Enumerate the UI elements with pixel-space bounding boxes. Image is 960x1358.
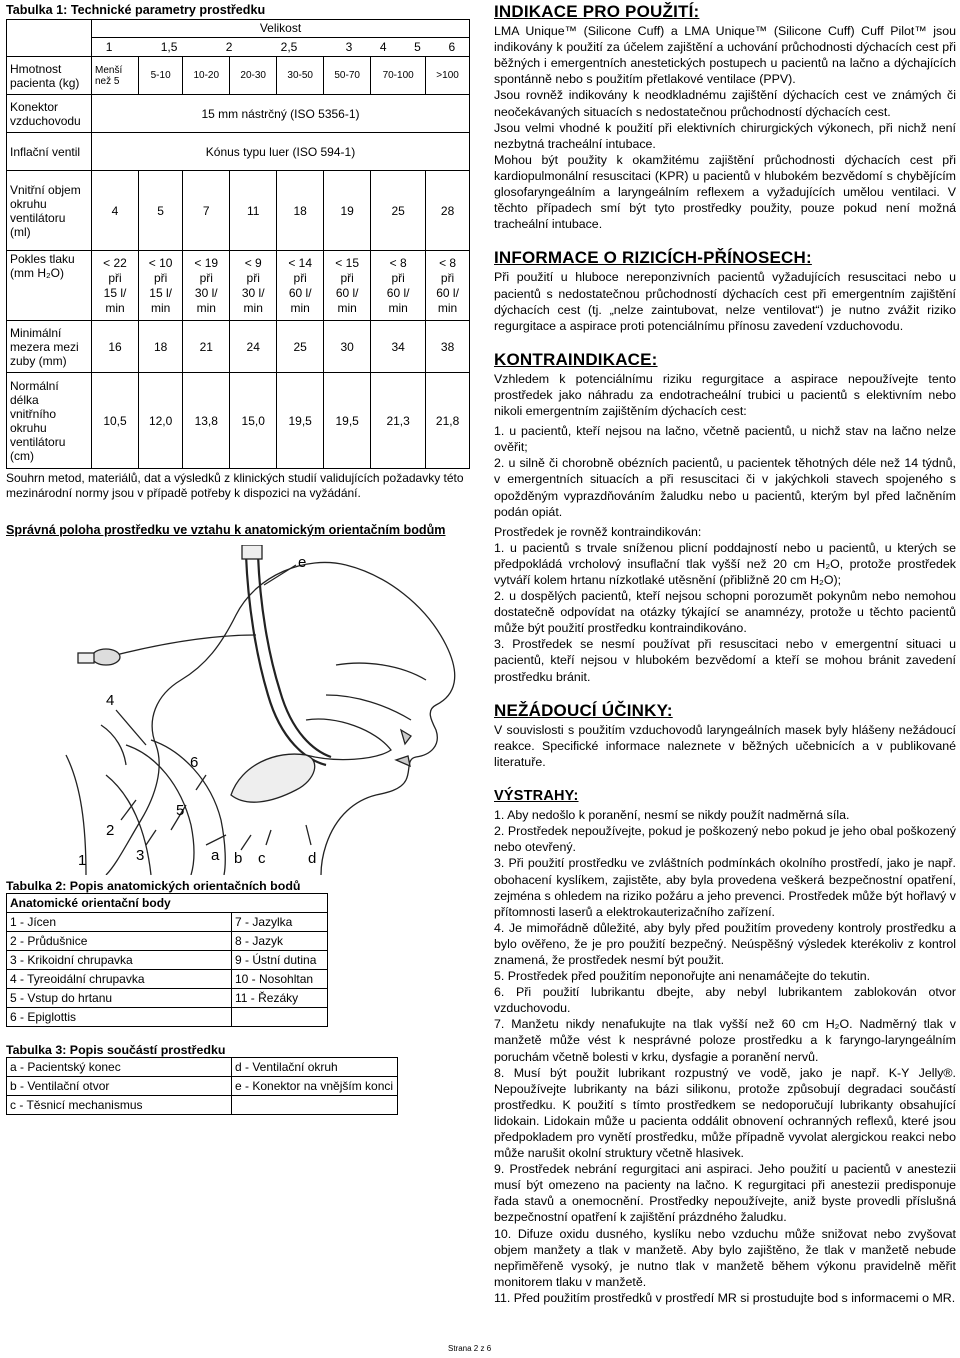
volume-cell: 5	[139, 171, 183, 251]
figure-title: Správná poloha prostředku ve vztahu k anatomickým orientačním bodům	[6, 523, 446, 537]
vystraha-item: 7. Manžetu nikdy nenafukujte na tlak vyšší než 60 cm H₂O. Nadměrný tlak v manžetě může vést k nesprávné poloze prostředku a k faryngo-laryngeálním poruchám včetně bolesti v krku, dysfagie a poranění nervů.	[494, 1017, 956, 1064]
size-cell: 2,5	[280, 40, 298, 54]
component-cell: d - Ventilační okruh	[232, 1058, 398, 1077]
size-cell: 4	[379, 40, 387, 54]
indikace-paragraph: LMA Unique™ (Silicone Cuff) a LMA Unique™ (Silicone Cuff) Cuff Pilot™ jsou indikovány k použití za účelem zajištění a uchování průchodnosti dýchacích cest při běžných i emergentních anestetických postupech u pacientů na lačno a dýchajících spontánně nebo s použitím přetlakové ventilace (PPV).	[494, 24, 956, 87]
landmark-cell: 9 - Ústní dutina	[232, 951, 328, 970]
volume-cell: 19	[324, 171, 371, 251]
weight-cell: 50-70	[324, 57, 371, 95]
kontraindikace-item: 1. u pacientů s trvale sníženou plicní poddajností nebo u pacientů, u kterých se předpokládá vrcholový insuflační tlak vyšší než 20 cm H₂O, protože prostředek vytváří kolem hrtanu nízkotlaké utěsnění (přibližně 20 cm H₂O);	[494, 540, 956, 587]
pressure-cell: < 19 při 30 l/ min	[183, 251, 230, 321]
gap-cell: 34	[371, 321, 426, 373]
length-cell: 10,5	[92, 373, 139, 469]
length-cell: 21,8	[426, 373, 470, 469]
gap-cell: 21	[183, 321, 230, 373]
kontraindikace-also: Prostředek je rovněž kontraindikován:	[494, 524, 702, 539]
inflation-value: Kónus typu luer (ISO 594-1)	[92, 133, 470, 171]
landmark-cell: 7 - Jazylka	[232, 913, 328, 932]
pressure-cell: < 8 při 60 l/ min	[371, 251, 426, 321]
left-column	[6, 2, 476, 1115]
figure-label-e: e	[298, 554, 307, 571]
weight-cell: 30-50	[277, 57, 324, 95]
component-cell	[232, 1096, 398, 1115]
volume-cell: 25	[371, 171, 426, 251]
anatomy-figure	[6, 545, 476, 875]
landmark-cell: 1 - Jícen	[7, 913, 232, 932]
component-cell: c - Těsnicí mechanismus	[7, 1096, 232, 1115]
vystraha-item: 10. Difuze oxidu dusného, kyslíku nebo vzduchu může snižovat nebo zvyšovat objem manžety a tlak v manžetě. Aby bylo zajištěno, že tlak v manžetě nebude nepřiměřeně vysoký, je nutno tlak v manžetě během výkonu pravidelně měřit monitorem tlaku v manžetě.	[494, 1226, 956, 1289]
kontraindikace-item: 2. u dospělých pacientů, kteří nejsou schopni porozumět pokynům nebo nemohou dostatečně odpovídat na otázky týkající se anamnézy, protože u těchto pacientů může být použití prostředku kontraindikováno.	[494, 589, 956, 636]
vystraha-item: 4. Je mimořádně důležité, aby byly před použitím provedeny kontroly prostředku a bylo ověřeno, že je pro použití bezpečný. Neúspěšný výsledek kterékoliv z kontrol znamená, že prostředek nesmí být použit.	[494, 920, 956, 967]
vystraha-item: 11. Před použitím prostředků v prostředí MR si prostudujte bod s informacemi o MR.	[494, 1290, 956, 1305]
vystraha-item: 1. Aby nedošlo k poranění, nesmí se nikdy použít nadměrná síla.	[494, 808, 850, 823]
weight-cell: 10-20	[183, 57, 230, 95]
figure-label-4: 4	[106, 692, 115, 709]
kontraindikace-heading: KONTRAINDIKACE:	[494, 349, 658, 369]
size-cell: 1	[105, 40, 113, 54]
row-label-weight: Hmotnost pacienta (kg)	[7, 57, 92, 95]
indikace-paragraph: Mohou být použity k okamžitému zajištění průchodnosti dýchacích cest při kardiopulmonální resuscitaci (KPR) u pacientů v hlubokém bezvědomí s chybějícím glosofaryngeálním a laryngeálním reflexem a vyžadujících umělou ventilaci. V těchto případech smí být tyto prostředky použity, pouze pokud není možná tracheální intubace.	[494, 152, 956, 232]
pressure-cell: < 10 při 15 l/ min	[139, 251, 183, 321]
size-cell: 1,5	[160, 40, 178, 54]
figure-label-1: 1	[78, 852, 87, 869]
volume-cell: 11	[230, 171, 277, 251]
table3-caption: Tabulka 3: Popis součástí prostředku	[6, 1043, 226, 1057]
rizika-paragraph: Při použití u hluboce nereponzivních pacientů vyžadujících resuscitaci nebo u pacientů s nedostatečnou průchodností dýchacích cest při emergentním zajištění dýchacích cest (tj. „nelze zaintubovat, nelze ventilovat“) je nutno zvážit riziko regurgitace a aspirace proti potenciálnímu přínosu zavedení vzduchovodu.	[494, 270, 956, 333]
landmark-cell: 3 - Krikoidní chrupavka	[7, 951, 232, 970]
row-label-volume: Vnitřní objem okruhu ventilátoru (ml)	[7, 171, 92, 251]
volume-cell: 4	[92, 171, 139, 251]
landmark-cell: 5 - Vstup do hrtanu	[7, 989, 232, 1008]
landmark-cell: 2 - Průdušnice	[7, 932, 232, 951]
row-label-gap: Minimální mezera mezi zuby (mm)	[7, 321, 92, 373]
vystraha-item: 9. Prostředek nebrání regurgitaci ani aspiraci. Jeho použití u pacientů v anestezii musí být omezeno na pacienty na lačno. K regurgitaci při anestezii predisponuje řada stavů a onemocnění. Prostředky nepoužívejte, aniž byste provedli příslušná bezpečnostní opatření k zajištění prázdného žaludku.	[494, 1162, 956, 1225]
gap-cell: 38	[426, 321, 470, 373]
landmark-cell	[232, 1008, 328, 1027]
right-column	[494, 4, 956, 1306]
gap-cell: 16	[92, 321, 139, 373]
length-cell: 19,5	[324, 373, 371, 469]
gap-cell: 30	[324, 321, 371, 373]
device-components-table	[6, 1057, 398, 1115]
figure-label-6: 6	[190, 754, 199, 771]
length-cell: 15,0	[230, 373, 277, 469]
figure-label-d: d	[308, 850, 317, 867]
pressure-cell: < 22 při 15 l/ min	[92, 251, 139, 321]
gap-cell: 18	[139, 321, 183, 373]
size-cell: 5	[414, 40, 421, 54]
figure-label-5: 5	[176, 802, 185, 819]
anatomy-landmarks-table	[6, 893, 328, 1027]
volume-cell: 28	[426, 171, 470, 251]
gap-cell: 25	[277, 321, 324, 373]
pressure-cell: < 14 při 60 l/ min	[277, 251, 324, 321]
length-cell: 19,5	[277, 373, 324, 469]
pressure-cell: < 15 při 60 l/ min	[324, 251, 371, 321]
vystrahy-heading: VÝSTRAHY:	[494, 788, 579, 805]
volume-cell: 18	[277, 171, 324, 251]
length-cell: 12,0	[139, 373, 183, 469]
nezadouci-paragraph: V souvislosti s použitím vzduchovodů laryngeálních masek byly hlášeny nežádoucí reakce. Specifické informace naleznete v běžných učebnicích a v publikované literatuře.	[494, 722, 956, 769]
size-cell: 3	[345, 40, 353, 54]
landmark-cell: 4 - Tyreoidální chrupavka	[7, 970, 232, 989]
length-cell: 13,8	[183, 373, 230, 469]
figure-label-a: a	[211, 847, 220, 864]
row-label-inflation: Inflační ventil	[7, 133, 92, 171]
row-label-length: Normální délka vnitřního okruhu ventilátoru (cm)	[7, 373, 92, 469]
kontraindikace-intro: Vzhledem k potenciálnímu riziku regurgitace a aspirace nepoužívejte tento prostředek jako náhradu za endotracheální trubici u pacientů s elektivním nebo nikoli emergentním zajištěním dýchacích cest:	[494, 371, 956, 419]
table1-caption: Tabulka 1: Technické parametry prostředku	[6, 3, 266, 17]
weight-cell: 70-100	[371, 57, 426, 95]
length-cell: 21,3	[371, 373, 426, 469]
kontraindikace-item: 3. Prostředek se nesmí používat při resuscitaci nebo v emergentní situaci u pacientů, kteří nejsou v hlubokém bezvědomí a kteří se mohou bránit zavedení prostředku bránit.	[494, 637, 956, 684]
table2-header: Anatomické orientační body	[7, 894, 328, 913]
weight-cell: Menší než 5	[92, 57, 139, 95]
volume-cell: 7	[183, 171, 230, 251]
indikace-paragraph: Jsou rovněž indikovány k neodkladnému zajištění dýchacích cest ve známých či neočekávaných situacích s nedostatečnou průchodností dýchacích cest.	[494, 88, 956, 119]
weight-cell: >100	[426, 57, 470, 95]
vystraha-item: 8. Musí být použit lubrikant rozpustný ve vodě, jako je např. K-Y Jelly®. Nepoužívejte lubrikanty na bázi silikonu, protože způsobují degradaci součástí prostředku. K použití s tímto prostředkem se nedoporučují lubrikanty obsahující lidokain. Lidokain může u pacienta oddálit obnovení ochranných reflexů, které jsou předpokladem pro vynětí prostředku, může případně vyvolat alergickou reakci nebo může narušit okolní struktury včetně hlasivek.	[494, 1065, 956, 1161]
indikace-paragraph: Jsou velmi vhodné k použití při elektivních chirurgických výkonech, při nichž není nezbytná tracheální intubace.	[494, 120, 956, 151]
rizika-heading: INFORMACE O RIZICÍCH-PŘÍNOSECH:	[494, 248, 812, 268]
technical-parameters-table	[6, 19, 470, 469]
landmark-cell: 11 - Řezáky	[232, 989, 328, 1008]
table1-summary: Souhrn metod, materiálů, dat a výsledků z klinických studií validujících požadavky této mezinárodní normy jsou v případě potřeby k dispozici na vyžádání.	[6, 471, 464, 500]
page-number: Strana 2 z 6	[448, 1344, 492, 1353]
gap-cell: 24	[230, 321, 277, 373]
size-cell: 6	[448, 40, 456, 54]
vystraha-item: 6. Při použití lubrikantu dbejte, aby nebyl lubrikantem zablokován otvor vzduchovodu.	[494, 985, 956, 1016]
size-header: Velikost	[92, 20, 469, 38]
figure-label-2: 2	[106, 822, 115, 839]
landmark-cell: 10 - Nosohltan	[232, 970, 328, 989]
table2-caption: Tabulka 2: Popis anatomických orientačních bodů	[6, 879, 301, 893]
figure-label-3: 3	[136, 847, 145, 864]
component-cell: b - Ventilační otvor	[7, 1077, 232, 1096]
vystraha-item: 3. Při použití prostředku ve zvláštních podmínkách okolního prostředí, jako je např. obohacení kyslíkem, zajistěte, aby byla provedena veškerá bezpečnostní opatření, zejména s ohledem na riziko požáru a jeho prevenci. Prostředek může být hořlavý v přítomnosti laserů a elektrokauterizačního zařízení.	[494, 856, 956, 919]
pressure-cell: < 8 při 60 l/ min	[426, 251, 470, 321]
kontraindikace-item: 1. u pacientů, kteří nejsou na lačno, včetně pacientů, u nichž stav na lačno nelze ověřit;	[494, 424, 956, 455]
nezadouci-heading: NEŽÁDOUCÍ ÚČINKY:	[494, 700, 673, 720]
size-cell: 2	[225, 40, 233, 54]
pressure-cell: < 9 při 30 l/ min	[230, 251, 277, 321]
anatomy-illustration	[6, 545, 476, 875]
row-label-pressure: Pokles tlaku (mm H₂O)	[7, 251, 92, 321]
landmark-cell: 8 - Jazyk	[232, 932, 328, 951]
connector-value: 15 mm nástrčný (ISO 5356-1)	[92, 95, 470, 133]
weight-cell: 20-30	[230, 57, 277, 95]
figure-label-b: b	[234, 850, 243, 867]
figure-label-c: c	[258, 850, 266, 867]
component-cell: a - Pacientský konec	[7, 1058, 232, 1077]
vystraha-item: 5. Prostředek před použitím neponořujte ani nenamáčejte do tekutin.	[494, 969, 871, 984]
kontraindikace-item: 2. u silně či chorobně obézních pacientů, u pacientek těhotných déle než 14 týdnů, v emergentních situacích a při resuscitaci či v jakýchkoli stavech spojeného s opožděným vyprazdňováním žaludku nebo u pacientů, kterým byl před lačněním podán opiát.	[494, 456, 956, 519]
row-label-connector: Konektor vzduchovodu	[7, 95, 92, 133]
weight-cell: 5-10	[139, 57, 183, 95]
indikace-heading: INDIKACE PRO POUŽITÍ:	[494, 2, 700, 21]
component-cell: e - Konektor na vnějším konci	[232, 1077, 398, 1096]
landmark-cell: 6 - Epiglottis	[7, 1008, 232, 1027]
vystraha-item: 2. Prostředek nepoužívejte, pokud je poškozený nebo pokud je jeho obal poškozený nebo otevřený.	[494, 824, 956, 855]
